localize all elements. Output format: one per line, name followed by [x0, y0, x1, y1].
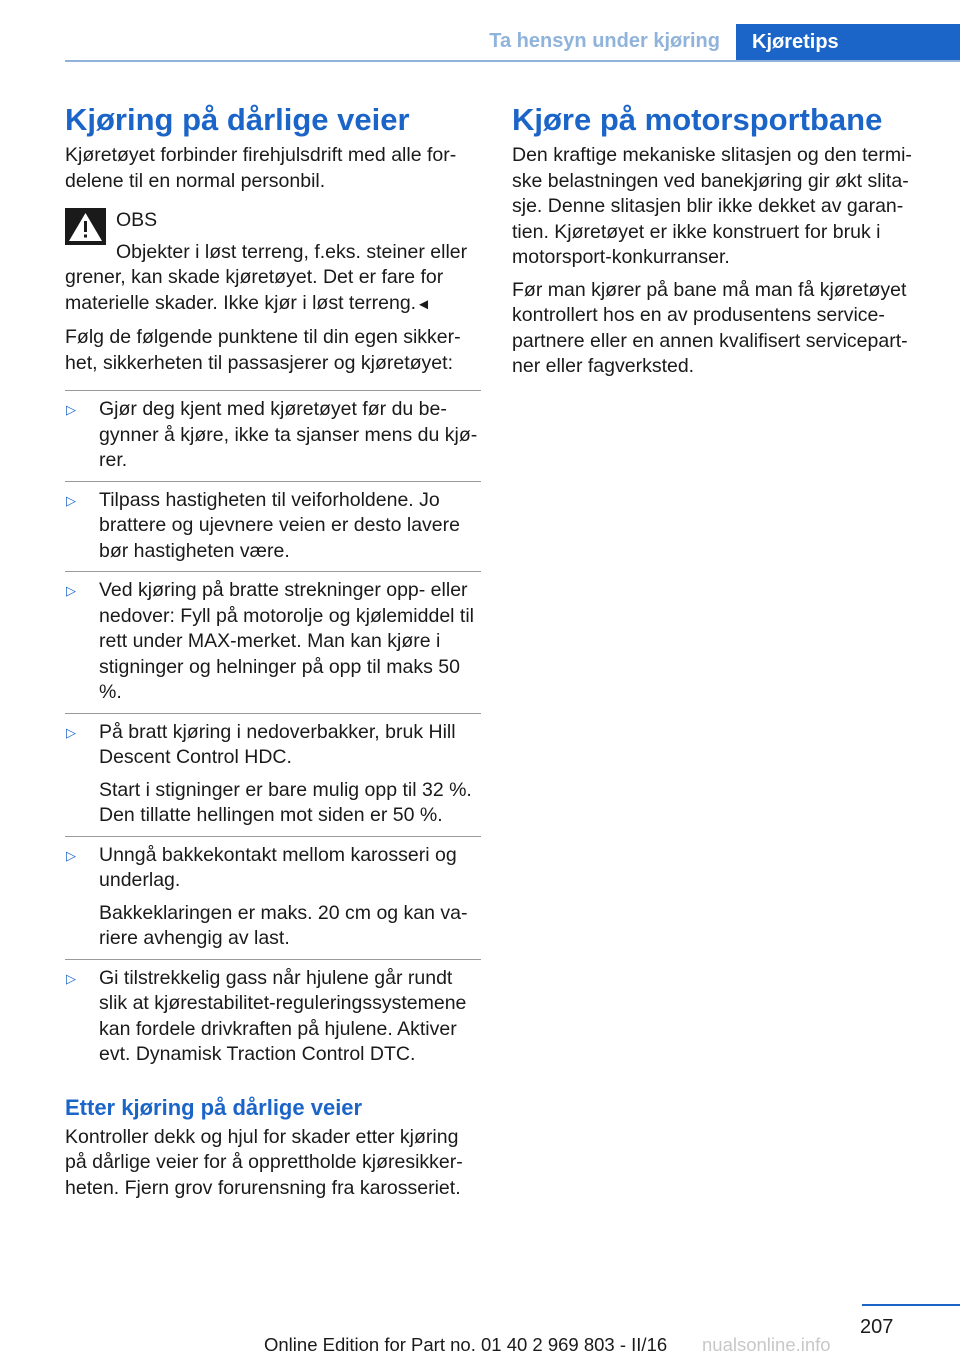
list-item	[65, 836, 481, 952]
list-item	[65, 713, 481, 829]
header-section-title: Ta hensyn under kjøring	[489, 30, 720, 52]
list-item	[65, 571, 481, 706]
header-rule	[65, 60, 960, 62]
list-item-text: På bratt kjøring i nedoverbakker, bruk Hill Descent Control HDC.	[99, 720, 456, 768]
bullet-triangle-icon: ▷	[66, 847, 76, 863]
subsection-title-after-rough-roads: Etter kjøring på dårlige veier	[65, 1094, 363, 1120]
list-item-text: Gjør deg kjent med kjøretøyet før du be-gynner å kjøre, ikke ta sjanser mens du kjø-rer.	[99, 398, 478, 471]
racetrack-paragraph-1: Den kraftige mekaniske slitasjen og den termi-ske belastningen ved banekjøring gir økt slita-sje. Denne slitasjen blir ikke dekket av garan-tien. Kjøretøyet er ikke konstruert for bruk i motorsport-konkurranser.	[512, 144, 912, 268]
section-title-racetrack: Kjøre på motorsportbane	[512, 102, 883, 137]
bullet-triangle-icon: ▷	[66, 402, 76, 417]
list-item	[65, 959, 481, 1068]
safety-list	[65, 390, 481, 1068]
list-item-extra: Bakkeklaringen er maks. 20 cm og kan va-riere avhengig av last.	[99, 901, 468, 949]
lead-paragraph: Følg de følgende punktene til din egen sikker-het, sikkerheten til passasjerer og kjøretøyet:	[65, 326, 461, 374]
end-mark-icon: ◄	[416, 295, 431, 313]
list-item-text: Tilpass hastigheten til veiforholdene. Jo brattere og ujevnere veien er desto lavere bør hastigheten være.	[99, 488, 460, 562]
warning-text	[65, 240, 481, 318]
watermark-text: nualsonline.info	[702, 1334, 831, 1355]
section-title-rough-roads: Kjøring på dårlige veier	[65, 102, 410, 137]
racetrack-paragraph-2: Før man kjører på bane må man få kjøretøyet kontrollert hos en av produsentens service-partnere eller en annen kvalifisert servicepart-ner eller fagverksted.	[512, 278, 908, 377]
list-item-extra: Start i stigninger er bare mulig opp til 32 %. Den tillatte hellingen mot siden er 50 %.	[99, 778, 472, 826]
bullet-triangle-icon: ▷	[66, 492, 76, 508]
list-item	[65, 390, 481, 474]
warning-block	[65, 208, 481, 317]
header-chapter-tab: Kjøretips	[736, 24, 960, 62]
right-column	[512, 100, 928, 387]
after-paragraph: Kontroller dekk og hjul for skader etter kjøring på dårlige veier for å opprettholde kjøresikker-heten. Fjern grov forurensning fra karosseriet.	[65, 1125, 463, 1199]
warning-title: OBS	[116, 209, 158, 231]
bullet-triangle-icon: ▷	[66, 583, 76, 598]
list-item-text: Gi tilstrekkelig gass når hjulene går rundt slik at kjørestabilitet-reguleringssystemene kan fordele drivkraften på hjulene. Aktiver evt. Dynamisk Traction Control DTC.	[99, 966, 467, 1065]
bullet-triangle-icon: ▷	[66, 724, 76, 740]
warning-body: Objekter i løst terreng, f.eks. steiner eller grener, kan skade kjøretøyet. Det er fare for materielle skader. Ikke kjør i løst terreng.	[65, 240, 468, 314]
left-column	[65, 100, 481, 1208]
footer-rule	[862, 1304, 960, 1306]
warning-triangle-icon	[65, 208, 106, 245]
page-number: 207	[860, 1316, 894, 1338]
intro-paragraph: Kjøretøyet forbinder firehjulsdrift med alle for-delene til en normal personbil.	[65, 144, 457, 192]
list-item	[65, 481, 481, 565]
bullet-triangle-icon: ▷	[66, 970, 76, 986]
list-item-text: Ved kjøring på bratte strekninger opp- eller nedover: Fyll på motorolje og kjølemiddel til rett under MAX-merket. Man kan kjøre i stigninger og helninger på opp til maks 50 %.	[99, 579, 474, 703]
list-item-text: Unngå bakkekontakt mellom karosseri og underlag.	[99, 843, 457, 891]
edition-text: Online Edition for Part no. 01 40 2 969 803 - II/16	[264, 1334, 668, 1355]
